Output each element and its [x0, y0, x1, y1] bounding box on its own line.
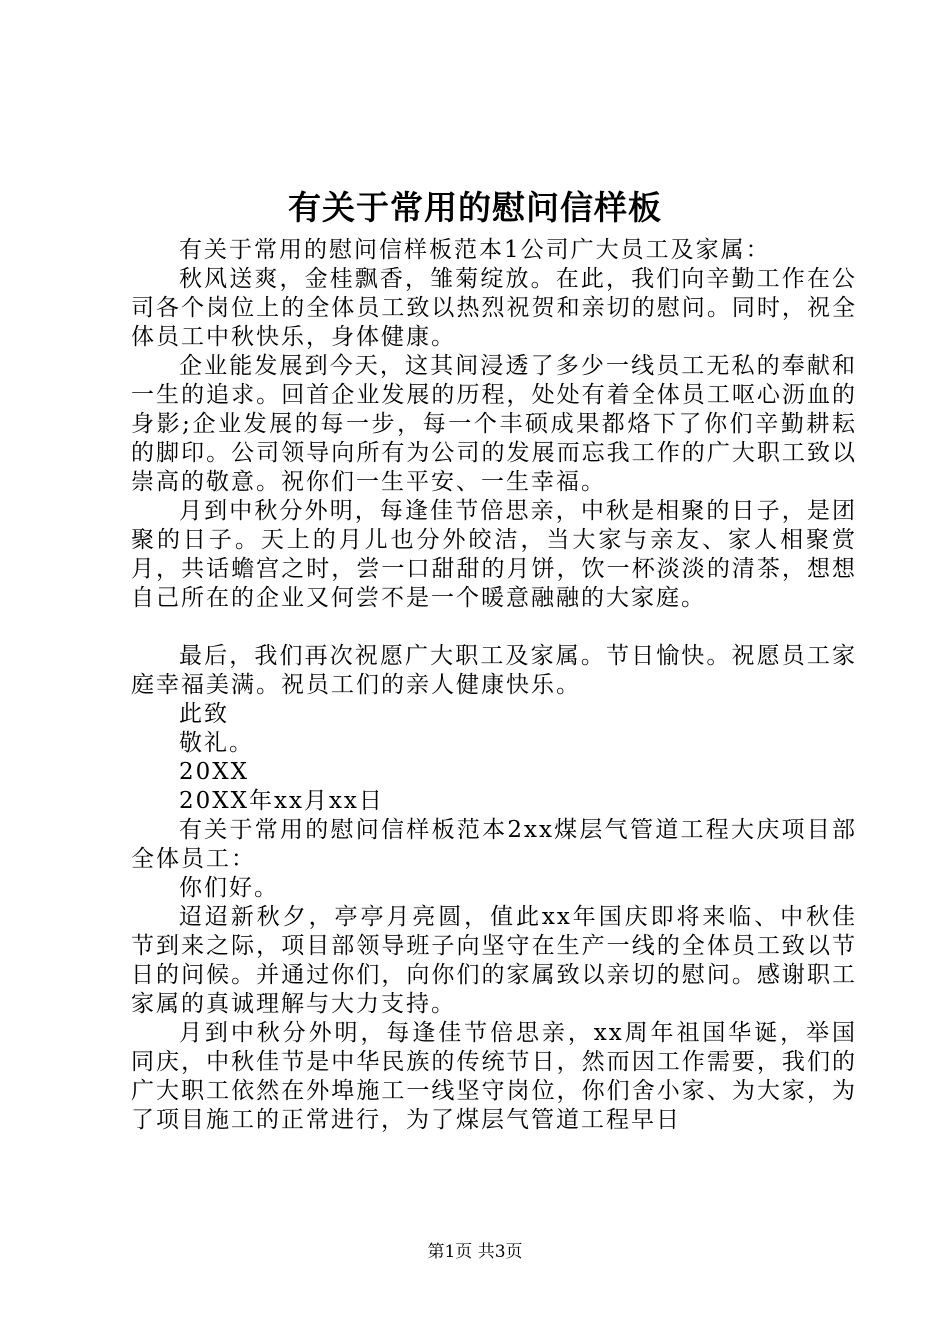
paragraph: 迢迢新秋夕，亭亭月亮圆，值此xx年国庆即将来临、中秋佳节到来之际，项目部领导班子向坚守在生产一线的全体员工致以节日的问候。并通过你们，向你们的家属致以亲切的慰问。感谢职工家属的真诚理解与大力支持。	[131, 904, 857, 1017]
paragraph: 有关于常用的慰问信样板范本1公司广大员工及家属：	[179, 237, 771, 263]
paragraph: 月到中秋分外明，每逢佳节倍思亲，中秋是相聚的日子，是团聚的日子。天上的月儿也分外皎洁，当大家与亲友、家人相聚赏月，共话蟾宫之时，尝一口甜甜的月饼，饮一杯淡淡的清茶，想想自己所在的企业又何尝不是一个暖意融融的大家庭。	[131, 498, 857, 611]
signature-line: 20XX	[179, 759, 250, 785]
document-title: 有关于常用的慰问信样板	[288, 188, 662, 227]
paragraph: 企业能发展到今天，这其间浸透了多少一线员工无私的奉献和一生的追求。回首企业发展的历程，处处有着全体员工呕心沥血的身影;企业发展的每一步，每一个丰硕成果都烙下了你们辛勤耕耘的脚印。公司领导向所有为公司的发展而忘我工作的广大职工致以崇高的敬意。祝你们一生平安、一生幸福。	[131, 353, 857, 495]
paragraph: 最后，我们再次祝愿广大职工及家属。节日愉快。祝愿员工家庭幸福美满。祝员工们的亲人健康快乐。	[131, 643, 857, 698]
date-line: 20XX年xx月xx日	[179, 788, 384, 814]
document-body	[131, 236, 857, 1135]
page-number: 第1页 共3页	[427, 1242, 523, 1262]
paragraph: 月到中秋分外明，每逢佳节倍思亲，xx周年祖国华诞，举国同庆，中秋佳节是中华民族的传统节日，然而因工作需要，我们的广大职工依然在外埠施工一线坚守岗位，你们舍小家、为大家，为了项目施工的正常进行，为了煤层气管道工程早日	[131, 1020, 857, 1133]
greeting-line: 你们好。	[179, 875, 279, 901]
paragraph: 秋风送爽，金桂飘香，雏菊绽放。在此，我们向辛勤工作在公司各个岗位上的全体员工致以热烈祝贺和亲切的慰问。同时，祝全体员工中秋快乐，身体健康。	[131, 266, 857, 350]
paragraph: 有关于常用的慰问信样板范本2xx煤层气管道工程大庆项目部全体员工：	[131, 817, 857, 872]
closing-line: 此致	[179, 701, 229, 727]
closing-line: 敬礼。	[179, 730, 254, 756]
